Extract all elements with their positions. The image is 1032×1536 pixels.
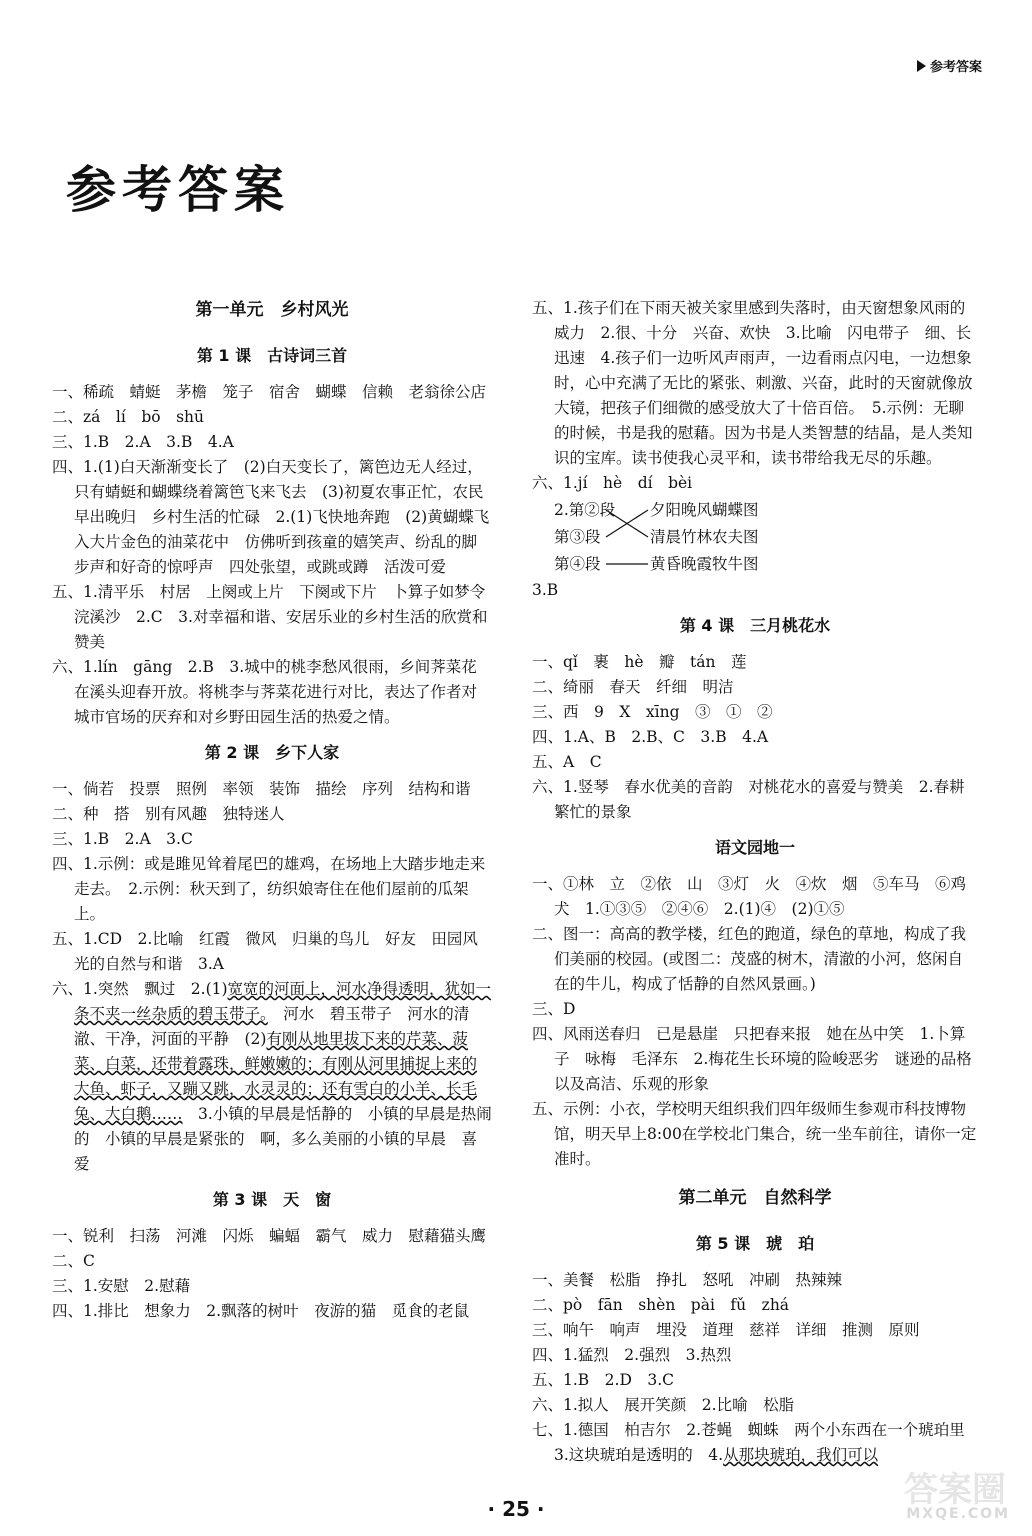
- lesson-heading: 第 2 课 乡下人家: [204, 743, 340, 762]
- answer-line: 五、示例：小衣，学校明天组织我们四年级师生参观市科技博物馆，明天早上8:00在学校北门集合，统一坐车前往，请你一定准时。: [532, 1100, 977, 1168]
- answer-line: [52, 977, 492, 1177]
- answer-line: 一、倘若 投票 照例 率领 装饰 描绘 序列 结构和谐: [52, 780, 471, 798]
- answer-line: 六、1.jí hè dí bèi: [532, 474, 693, 492]
- answer-line: 二、pò fān shèn pài fǔ zhá: [532, 1296, 790, 1314]
- answer-line: 3.B: [532, 581, 559, 599]
- left-column: [52, 296, 501, 1324]
- answer-line: [532, 1418, 981, 1468]
- answer-line: 一、qǐ 裹 hè 瓣 tán 莲: [532, 653, 747, 671]
- answer-line: 四、1.示例：或是雎见耸着尾巴的雄鸡，在场地上大踏步地走来走去。 2.示例：秋天到了，纺织娘寄住在他们屋前的瓜架上。: [52, 855, 486, 923]
- answer-line: 三、响午 响声 埋没 道理 慈祥 详细 推测 原则: [532, 1321, 920, 1339]
- answer-line: 五、1.B 2.D 3.C: [532, 1371, 675, 1389]
- answer-line: 三、D: [532, 1000, 576, 1018]
- answer-line: 五、1.CD 2.比喻 红霞 微风 归巢的鸟儿 好友 田园风光的自然与和谐 3.A: [52, 930, 478, 973]
- answer-line: 四、1.(1)白天渐渐变长了 (2)白天变长了，篱笆边无人经过，只有蜻蜓和蝴蝶绕着篱笆飞来飞去 (3)初夏农事正忙，农民早出晚归 乡村生活的忙碌 2.(1)飞快地奔跑 (2)黄蝴蝶飞入大片金色的油菜花中 仿佛听到孩童的嬉笑声、纷乱的脚步声和好奇的惊呼声 四处张望，或跳或蹲 活泼可爱: [52, 458, 490, 576]
- answer-line: 一、稀疏 蜻蜓 茅檐 笼子 宿舍 蝴蝶 信赖 老翁徐公店: [52, 383, 487, 401]
- match-left-item: 第④段: [554, 555, 601, 573]
- answer-line: 三、1.安慰 2.慰藉: [52, 1277, 191, 1295]
- watermark: [860, 1462, 1010, 1522]
- match-right-item: 夕阳晚风蝴蝶图: [650, 501, 759, 519]
- answer-line: 四、风雨送春归 已是悬崖 只把春来报 她在丛中笑 1.卜算子 咏梅 毛泽东 2.梅花生长环境的险峻恶劣 谜逊的品格以及高洁、乐观的形象: [532, 1025, 972, 1093]
- lesson-heading: 语文园地一: [714, 838, 795, 857]
- lesson-heading: 第 3 课 天 窗: [212, 1190, 332, 1209]
- unit-heading: 第二单元 自然科学: [678, 1188, 832, 1208]
- match-left-item: 2.第②段: [554, 501, 616, 519]
- answer-text: 六、1.突然 飘过 2.(1): [52, 980, 228, 998]
- matching-diagram: [554, 498, 978, 578]
- running-header: [917, 56, 982, 75]
- page-title: 参考答案: [66, 161, 290, 219]
- match-left-item: 第③段: [554, 528, 601, 546]
- answer-text: 河水 碧玉带子 河水的清澈、干净，河面的平静 (2): [74, 1005, 470, 1048]
- answer-line: 二、图一：高高的教学楼，红色的跑道，绿色的草地，构成了我们美丽的校园。(或图二：茂盛的树木，清澈的小河，悠闲自在的牛儿，构成了恬静的自然风景画。): [532, 925, 967, 993]
- answer-line: 六、1.竖琴 春水优美的音韵 对桃花水的喜爱与赞美 2.春耕繁忙的景象: [532, 778, 965, 821]
- right-column: [532, 296, 987, 1468]
- triangle-icon: [917, 60, 926, 72]
- answer-line: 二、C: [52, 1252, 95, 1270]
- answer-line: 二、zá lí bō shū: [52, 408, 204, 426]
- answer-line: 二、绮丽 春天 纤细 明洁: [532, 678, 734, 696]
- underlined-text: 从那块琥珀，我们可以: [723, 1446, 879, 1464]
- answer-text: 3.小镇的早晨是恬静的 小镇的早晨是热闹的 小镇的早晨是紧张的 啊，多么美丽的小镇的早晨 喜爱: [74, 1105, 492, 1173]
- answer-line: 一、美餐 松脂 挣扎 怒吼 冲刷 热辣辣: [532, 1271, 843, 1289]
- answer-line: 四、1.A、B 2.B、C 3.B 4.A: [532, 728, 769, 746]
- answer-line: 五、A C: [532, 753, 602, 771]
- answer-line: 五、1.清平乐 村居 上阕或上片 下阕或下片 卜算子如梦令 浣溪沙 2.C 3.对幸福和谐、安居乐业的乡村生活的欣赏和赞美: [52, 583, 501, 651]
- watermark-logo: 答案圈: [904, 1470, 1006, 1510]
- answer-line: 五、1.孩子们在下雨天被关家里感到失落时，由天窗想象风雨的威力 2.很、十分 兴奋、欢快 3.比喻 闪电带子 细、长 迅速 4.孩子们一边听风声雨声，一边看雨点闪电，一边想象时，心中充满了无比的紧张、刺激、兴奋，此时的天窗就像放大镜，把孩子们细微的感受放大了十倍百倍。 5.示例：无聊的时候，书是我的慰藉。因为书是人类智慧的结晶，是人类知识的宝库。读书使我心灵平和，读书带给我无尽的乐趣。: [532, 299, 987, 467]
- answer-line: 三、1.B 2.A 3.C: [52, 830, 193, 848]
- lesson-heading: 第 4 课 三月桃花水: [679, 616, 831, 635]
- lesson-heading: 第 1 课 古诗词三首: [196, 346, 348, 365]
- answer-line: 四、1.排比 想象力 2.飘落的树叶 夜游的猫 觅食的老鼠: [52, 1302, 470, 1320]
- page-number: · 25 ·: [487, 1497, 545, 1521]
- answer-line: 四、1.猛烈 2.强烈 3.热烈: [532, 1346, 732, 1364]
- header-label: 参考答案: [929, 60, 982, 75]
- answer-line: 三、西 9 X xīng ③ ① ②: [532, 703, 773, 721]
- answer-line: 三、1.B 2.A 3.B 4.A: [52, 433, 234, 451]
- answer-line: 一、锐利 扫荡 河滩 闪烁 蝙蝠 霸气 威力 慰藉猫头鹰: [52, 1227, 487, 1245]
- unit-heading: 第一单元 乡村风光: [195, 300, 349, 320]
- match-lines: [604, 498, 650, 578]
- underlined-text: 宽宽的河面上，河水净得透明，犹如一条不夹一丝杂质的碧玉带子。: [74, 980, 492, 1023]
- answer-line: 一、①林 立 ②依 山 ③灯 火 ④炊 烟 ⑤车马 ⑥鸡 犬 1.①③⑤ ②④⑥ 2.(1)④ (2)①⑤: [532, 875, 982, 918]
- match-right-item: 黄昏晚霞牧牛图: [650, 555, 759, 573]
- match-right-item: 清晨竹林农夫图: [650, 528, 759, 546]
- answer-text: 七、1.德国 柏吉尔 2.苍蝇 蜘蛛 两个小东西在一个琥珀里 3.这块琥珀是透明的 4.: [532, 1421, 981, 1464]
- answer-line: 二、种 搭 别有风趣 独特迷人: [52, 805, 285, 823]
- answer-line: 六、1.lín gāng 2.B 3.城中的桃李愁风很雨，乡间荠菜花在溪头迎春开放。将桃李与荠菜花进行对比，表达了作者对城市官场的厌弃和对乡野田园生活的热爱之情。: [52, 658, 478, 726]
- watermark-url: MXQE.COM: [906, 1506, 1010, 1522]
- answer-line: 六、1.拟人 展开笑颜 2.比喻 松脂: [532, 1396, 795, 1414]
- lesson-heading: 第 5 课 琥 珀: [695, 1234, 815, 1253]
- underlined-text: 有刚从地里拔下来的芹菜、菠菜、白菜，还带着露珠，鲜嫩嫩的；有刚从河里捕捉上来的大鱼、虾子，又蹦又跳，水灵灵的；还有雪白的小羊、长毛兔、大白鹅……: [74, 1030, 478, 1123]
